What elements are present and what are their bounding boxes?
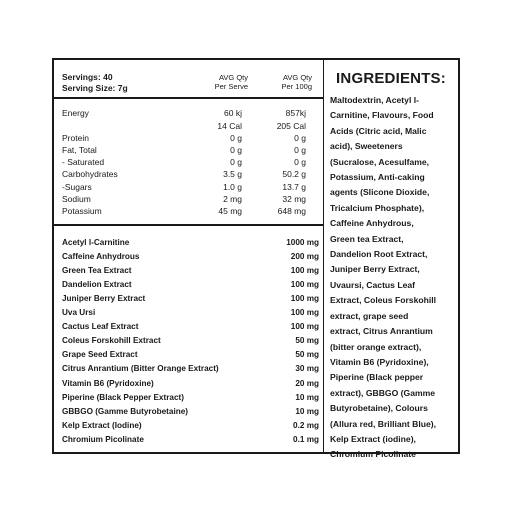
ingredients-line: Caffeine Anhydrous, [330,218,414,229]
per-serve-value: 1.0 g [223,182,242,192]
per-100g-header [282,73,312,91]
per-serve-value: 0 g [230,133,242,143]
active-ingredient-row [62,364,321,378]
active-ingredient-amount: 100 mg [290,280,319,290]
active-ingredient-amount: 30 mg [295,364,319,374]
ingredients-line: Acids (Citric acid, Malic [330,125,427,136]
ingredients-line: agents (Slicone Dioxide, [330,187,430,198]
active-ingredient-name: Coleus Forskohill Extract [62,336,161,346]
per-serve-value: 0 g [230,157,242,167]
active-ingredient-name: Kelp Extract (Iodine) [62,420,142,430]
active-ingredient-row [62,308,321,322]
nutrient-label: Energy [62,108,89,118]
servings-text: Servings: 40 [62,72,113,82]
ingredients-line: Uvaursi, Cactus Leaf [330,279,416,290]
nutrition-row [62,194,317,205]
per-serve-value: 60 kj [224,108,242,118]
active-ingredient-amount: 100 mg [290,294,319,304]
active-ingredient-name: Juniper Berry Extract [62,294,146,304]
active-ingredient-amount: 10 mg [295,406,319,416]
active-ingredient-row [62,238,321,252]
active-ingredient-name: Green Tea Extract [62,266,132,276]
nutrition-row [62,182,317,193]
ingredients-line: Vitamin B6 (Pyridoxine), [330,356,429,367]
nutrient-label: - Saturated [62,157,105,167]
active-ingredient-row [62,294,321,308]
ingredients-line: (bitter orange extract), [330,341,422,352]
per-serve-value: 3.5 g [223,169,242,179]
active-ingredient-name: Chromium Picolinate [62,434,144,444]
header-divider [54,97,323,99]
active-ingredient-row [62,280,321,294]
nutrition-row [62,206,317,217]
active-ingredient-row [62,252,321,266]
nutrition-row [62,108,317,119]
nutrition-row [62,121,317,132]
ingredients-line: acid), Sweeteners [330,141,403,152]
ingredients-line: Potassium, Anti-caking [330,172,425,183]
active-ingredient-name: Piperine (Black Pepper Extract) [62,392,184,402]
nutrition-row [62,133,317,144]
per-100g-value: 32 mg [282,194,306,204]
per-serve-value: 14 Cal [217,121,242,131]
active-ingredient-amount: 0.2 mg [293,420,319,430]
active-ingredient-row [62,336,321,350]
section-divider [54,224,323,226]
nutrition-row [62,169,317,180]
ingredients-line: Dandelion Root Extract, [330,249,428,260]
nutrient-label: Protein [62,133,89,143]
per-serve-header-line1: AVG Qty [218,73,248,82]
nutrient-label: Sodium [62,194,91,204]
ingredients-line: extract), GBBGO (Gamme [330,387,436,398]
active-ingredient-amount: 20 mg [295,378,319,388]
active-ingredient-name: Uva Ursi [62,308,96,318]
supplement-facts-panel [52,58,460,460]
per-serve-value: 0 g [230,145,242,155]
active-ingredient-amount: 100 mg [290,266,319,276]
ingredients-line: Piperine (Black pepper [330,372,424,383]
nutrition-section [54,60,323,452]
ingredients-line: Extract, Coleus Forskohill [330,295,437,306]
ingredients-text [330,93,458,463]
per-100g-value: 0 g [294,157,306,167]
ingredients-line: extract, Citrus Anrantium [330,326,433,337]
per-serve-value: 2 mg [223,194,242,204]
per-serve-header [215,73,248,91]
active-ingredient-name: Acetyl l-Carnitine [62,238,130,247]
active-ingredient-row [62,435,321,449]
ingredients-line: Butyrobetaine), Colours [330,403,428,414]
active-ingredient-name: Dandelion Extract [62,280,132,290]
active-ingredient-amount: 1000 mg [286,238,319,247]
per-100g-value: 50.2 g [282,169,306,179]
ingredients-line: (Allura red, Brilliant Blue), [330,418,437,429]
active-ingredient-row [62,350,321,364]
per-100g-value: 205 Cal [276,121,306,131]
active-ingredient-name: Caffeine Anhydrous [62,252,140,262]
nutrient-label: Carbohydrates [62,169,118,179]
active-ingredient-amount: 50 mg [295,336,319,346]
active-ingredient-amount: 0.1 mg [293,434,319,444]
active-ingredient-row [62,421,321,435]
ingredients-line: (Sucralose, Acesulfame, [330,156,430,167]
active-ingredient-amount: 10 mg [295,392,319,402]
active-ingredient-amount: 50 mg [295,350,319,360]
per-100g-value: 857kj [285,108,306,118]
per-100g-value: 0 g [294,133,306,143]
ingredients-line: Tricalcium Phosphate), [330,202,425,213]
nutrition-row [62,157,317,168]
per-100g-value: 13.7 g [282,182,306,192]
active-ingredient-row [62,266,321,280]
active-ingredient-name: Cactus Leaf Extract [62,322,139,332]
ingredients-section [324,60,458,460]
per-100g-value: 0 g [294,145,306,155]
active-ingredient-amount: 200 mg [290,252,319,262]
active-ingredient-row [62,407,321,421]
ingredients-line: Green tea Extract, [330,233,404,244]
per-100g-header-line2: Per 100g [281,82,312,91]
active-ingredient-name: Grape Seed Extract [62,350,138,360]
nutrient-label: Fat, Total [62,145,97,155]
ingredients-line: Carnitine, Flavours, Food [330,110,434,121]
per-100g-header-line1: AVG Qty [282,73,312,82]
ingredients-line: extract, grape seed [330,310,409,321]
nutrient-label: -Sugars [62,182,92,192]
active-ingredient-name: Vitamin B6 (Pyridoxine) [62,378,154,388]
active-ingredient-row [62,379,321,393]
per-serve-value: 45 mg [218,206,242,216]
ingredients-line: Juniper Berry Extract, [330,264,420,275]
active-ingredient-name: GBBGO (Gamme Butyrobetaine) [62,406,189,416]
active-ingredient-row [62,393,321,407]
ingredients-line: Maltodextrin, Acetyl l- [330,95,419,105]
ingredients-line: Chromium Picolinate [330,449,416,460]
per-100g-value: 648 mg [277,206,306,216]
serving-size-text: Serving Size: 7g [62,83,128,93]
ingredients-line: Kelp Extract (iodine), [330,433,416,444]
active-ingredient-amount: 100 mg [290,308,319,318]
nutrient-label: Potassium [62,206,102,216]
nutrition-row [62,145,317,156]
active-ingredient-name: Citrus Anrantium (Bitter Orange Extract) [62,364,219,374]
ingredients-title: INGREDIENTS: [336,70,446,87]
per-serve-header-line2: Per Serve [214,82,248,91]
active-ingredient-amount: 100 mg [290,322,319,332]
active-ingredient-row [62,322,321,336]
